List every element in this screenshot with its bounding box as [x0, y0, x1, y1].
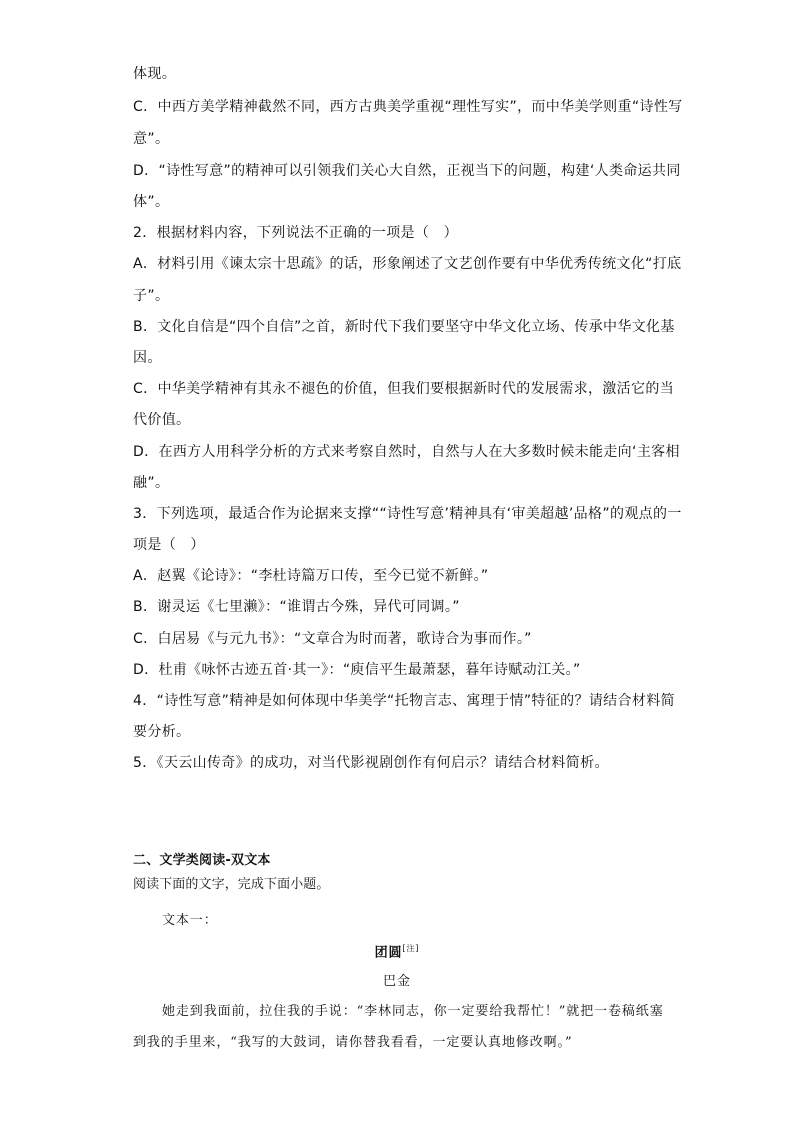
- question-2: 2．根据材料内容，下列说法不正确的一项是（ ）: [133, 225, 458, 241]
- option-c-line: C．中西方美学精神截然不同，西方古典美学重视“理性写实”，而中华美学则重“诗性写: [133, 99, 683, 115]
- text-line: 要分析。: [133, 724, 191, 740]
- option-b-line: B．谢灵运《七里濑》：“谁谓古今殊，异代可同调。”: [133, 599, 460, 615]
- option-c-line: C．白居易《与元九书》：“文章合为时而著，歌诗合为事而作。”: [133, 631, 532, 647]
- story-paragraph-line: 到我的手里来，“我写的大鼓词，请你替我看看，一定要认真地修改啊。”: [133, 1035, 573, 1050]
- text-line: 融”。: [133, 475, 170, 491]
- story-title-text: 团圆: [374, 945, 403, 961]
- question-5: 5．《天云山传奇》的成功，对当代影视剧创作有何启示？请结合材料简析。: [133, 755, 609, 771]
- text-one-label: 文本一：: [162, 913, 218, 928]
- section-heading: 二、文学类阅读-双文本: [133, 853, 271, 868]
- story-author: 巴金: [383, 974, 411, 989]
- question-3: 3．下列选项，最适合作为论据来支撑““诗性写意’精神具有‘审美超越’品格”的观点的一: [133, 506, 682, 522]
- option-c-line: C．中华美学精神有其永不褪色的价值，但我们要根据新时代的发展需求，激活它的当: [133, 381, 675, 397]
- story-title: [0, 941, 794, 961]
- text-line: 体现。: [133, 66, 177, 82]
- text-line: 体”。: [133, 194, 170, 210]
- text-line: 子”。: [133, 288, 170, 304]
- option-d-line: D．“诗性写意”的精神可以引领我们关心大自然，正视当下的问题，构建‘人类命运共同: [133, 163, 681, 179]
- story-title-note: [注]: [402, 944, 420, 953]
- section-instruction: 阅读下面的文字，完成下面小题。: [133, 877, 330, 892]
- text-line: 代价值。: [133, 412, 191, 428]
- option-d-line: D．杜甫《咏怀古迹五首·其一》：“庾信平生最萧瑟，暮年诗赋动江关。”: [133, 662, 581, 678]
- text-line: 意”。: [133, 131, 170, 147]
- option-a-line: A．赵翼《论诗》：“李杜诗篇万口传，至今已觉不新鲜。”: [133, 568, 489, 584]
- text-line: 项是（ ）: [133, 537, 205, 553]
- option-d-line: D．在西方人用科学分析的方式来考察自然时，自然与人在大多数时候未能走向‘主客相: [133, 444, 680, 460]
- question-4: 4．“诗性写意”精神是如何体现中华美学“托物言志、寓理于情”特征的？请结合材料简: [133, 693, 675, 709]
- option-a-line: A．材料引用《谏太宗十思疏》的话，形象阐述了文艺创作要有中华优秀传统文化“打底: [133, 256, 682, 272]
- option-b-line: B．文化自信是“四个自信”之首，新时代下我们要坚守中华文化立场、传承中华文化基: [133, 319, 675, 335]
- story-paragraph-line: 她走到我面前，拉住我的手说：“李林同志，你一定要给我帮忙！”就把一卷稿纸塞: [162, 1004, 664, 1019]
- text-line: 因。: [133, 350, 162, 366]
